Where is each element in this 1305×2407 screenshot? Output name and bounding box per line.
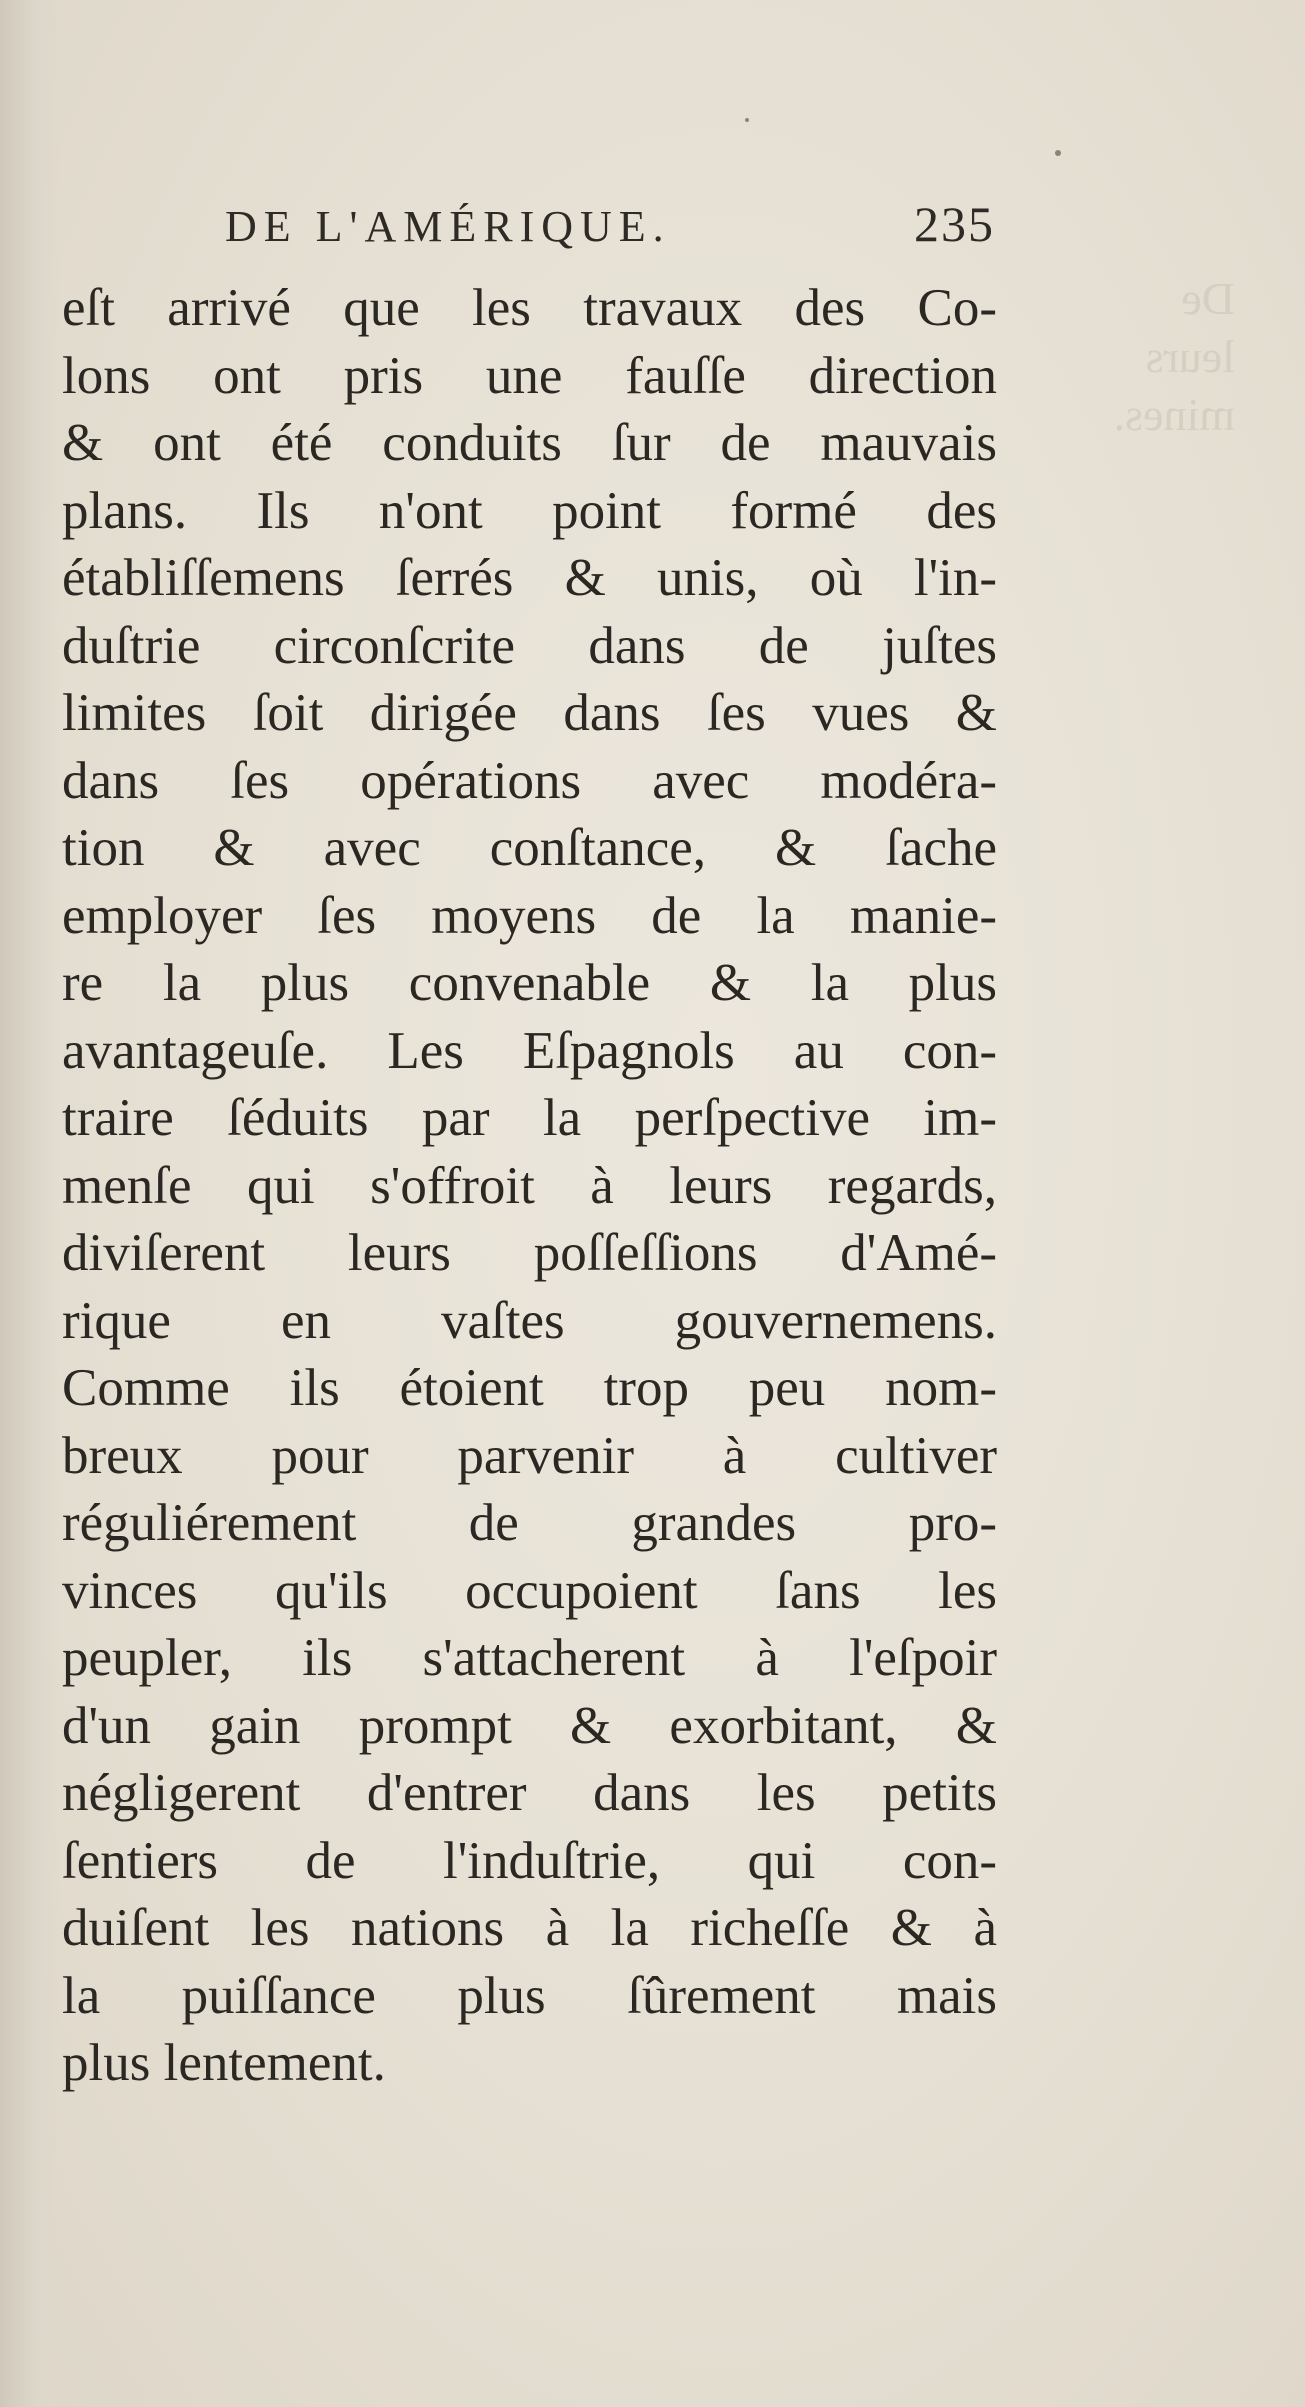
page-header [225, 195, 995, 265]
page-number: 235 [914, 196, 995, 252]
text-line: ſentiers de l'induſtrie, qui con- [62, 1831, 997, 1890]
text-line: traire ſéduits par la perſpective im- [62, 1089, 997, 1147]
text-line: employer ſes moyens de la manie- [62, 886, 997, 945]
bleed-through-line: mines. [1113, 389, 1235, 440]
text-line: la puiſſance plus ſûrement mais [62, 1966, 997, 2025]
text-line: eſt arrivé que les travaux des Co- [62, 279, 997, 337]
text-line: peupler, ils s'attacherent à l'eſpoir [62, 1629, 997, 1687]
text-line: plus lentement. [62, 2034, 386, 2092]
text-line: lons ont pris une fauſſe direction [62, 346, 997, 405]
bleed-through-line: De leurs [1145, 273, 1235, 382]
text-line: diviſerent leurs poſſeſſions d'Amé- [62, 1224, 997, 1282]
text-line: duſtrie circonſcrite dans de juſtes [62, 616, 997, 675]
text-line: tion & avec conſtance, & ſache [62, 819, 997, 877]
text-line: dans ſes opérations avec modéra- [62, 751, 997, 810]
text-line: breux pour parvenir à cultiver [62, 1426, 997, 1485]
text-line: d'un gain prompt & exorbitant, & [62, 1696, 997, 1755]
text-line: rique en vaſtes gouvernemens. [62, 1291, 997, 1350]
text-line: vinces qu'ils occupoient ſans les [62, 1561, 997, 1620]
bleed-through-text [1085, 270, 1235, 440]
text-line: & ont été conduits ſur de mauvais [62, 414, 997, 472]
text-line: plans. Ils n'ont point formé des [62, 481, 997, 540]
text-line: re la plus convenable & la plus [62, 954, 997, 1012]
text-line: établiſſemens ſerrés & unis, où l'in- [62, 549, 997, 607]
paper-speck [1055, 150, 1061, 156]
text-line: duiſent les nations à la richeſſe & à [62, 1899, 997, 1957]
text-line: Comme ils étoient trop peu nom- [62, 1359, 997, 1417]
body-paragraph [62, 275, 997, 2098]
text-line: réguliérement de grandes pro- [62, 1494, 997, 1552]
text-line: négligerent d'entrer dans les petits [62, 1764, 997, 1822]
paper-speck [745, 118, 749, 122]
text-line: limites ſoit dirigée dans ſes vues & [62, 684, 997, 742]
running-title: DE L'AMÉRIQUE. [225, 202, 671, 251]
page-gutter-shadow [0, 0, 60, 2407]
text-line: avantageuſe. Les Eſpagnols au con- [62, 1021, 997, 1080]
text-line: menſe qui s'offroit à leurs regards, [62, 1156, 997, 1215]
